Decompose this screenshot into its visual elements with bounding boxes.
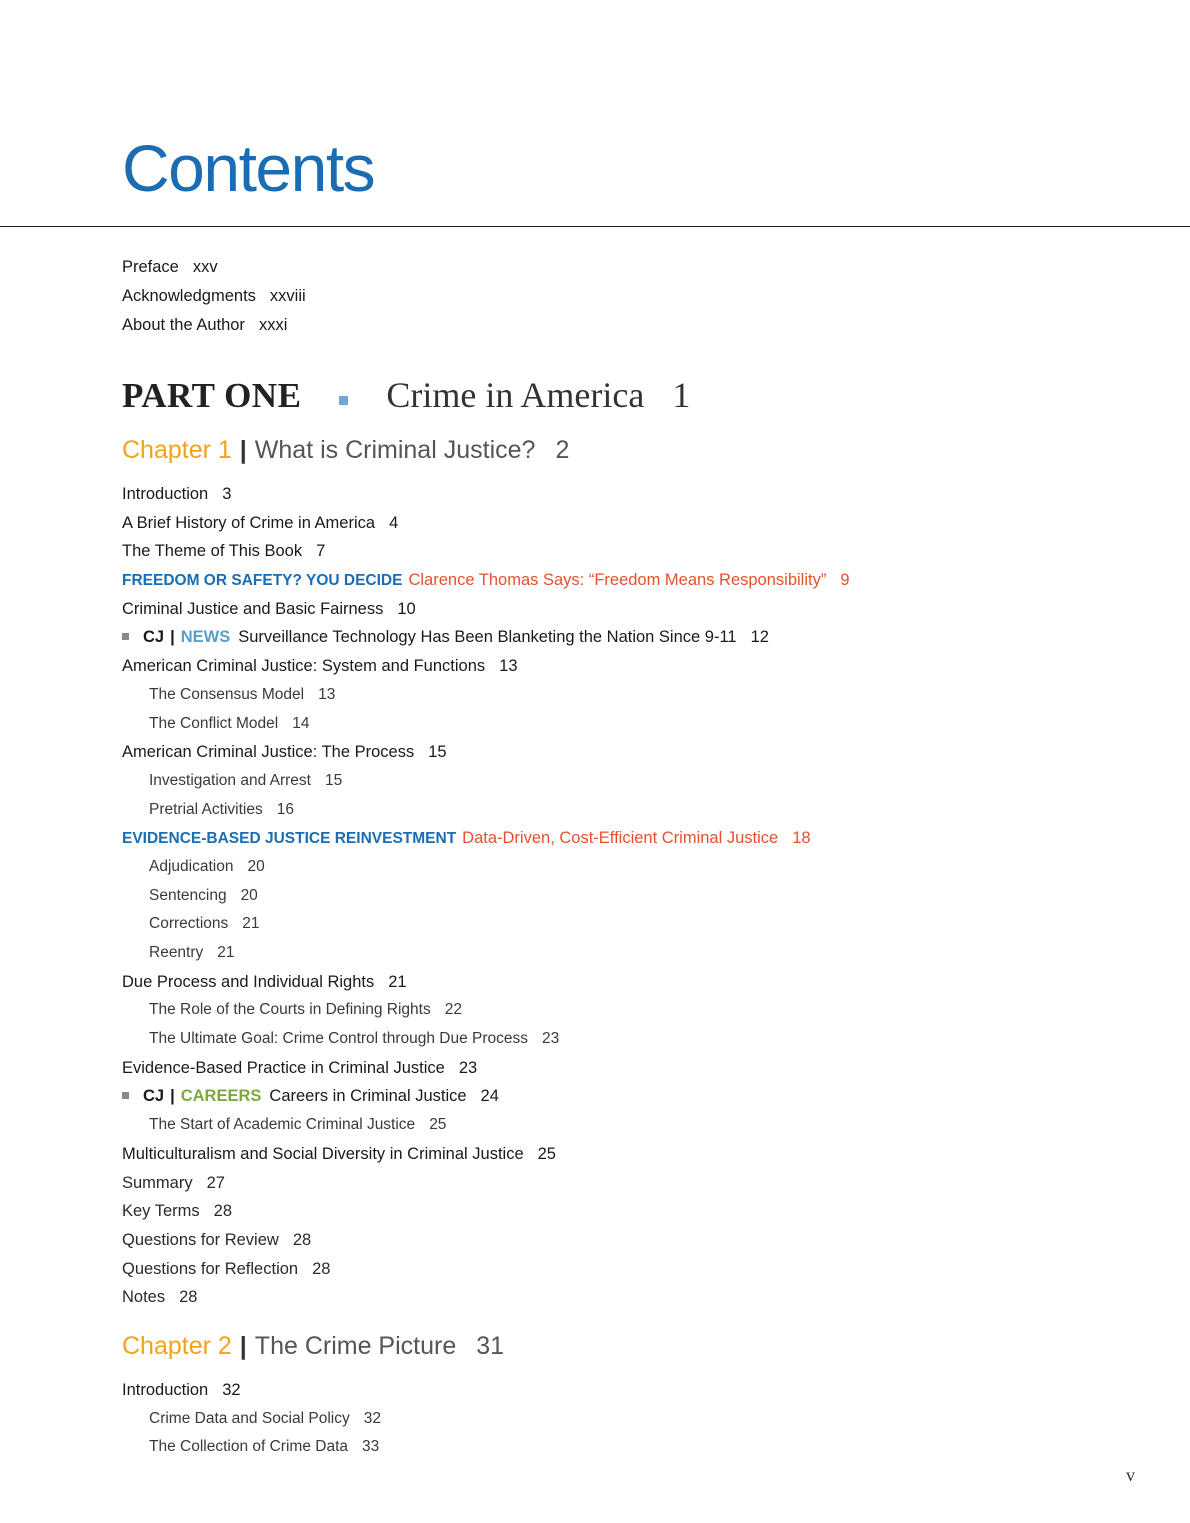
entry-text: Acknowledgments	[122, 287, 256, 305]
entry-page: 24	[480, 1087, 499, 1106]
entry-page: 13	[499, 657, 518, 676]
page-number: v	[1126, 1465, 1135, 1485]
feature-label: FREEDOM OR SAFETY? YOU DECIDE	[122, 572, 403, 590]
cj-tag: NEWS	[180, 628, 231, 647]
chapter-separator: |	[239, 436, 247, 464]
part-page: 1	[672, 375, 691, 415]
chapter-1-heading[interactable]	[122, 432, 569, 468]
toc-entry[interactable]	[122, 853, 850, 882]
cj-separator: |	[170, 1087, 175, 1106]
cj-feature-entry[interactable]	[122, 1082, 850, 1111]
entry-text: The Theme of This Book	[122, 542, 303, 561]
entry-page: 20	[247, 857, 265, 875]
chapter-2-heading[interactable]	[122, 1328, 504, 1364]
entry-text: The Start of Academic Criminal Justice	[149, 1116, 416, 1134]
entry-page: 20	[240, 886, 258, 904]
entry-page: 14	[292, 714, 310, 732]
entry-page: 3	[222, 485, 232, 503]
toc-entry[interactable]	[122, 882, 850, 911]
entry-text: The Ultimate Goal: Crime Control through Due Process	[149, 1030, 529, 1048]
entry-page: 7	[316, 542, 326, 561]
entry-text: Summary	[122, 1173, 193, 1192]
entry-page: 22	[444, 1001, 462, 1019]
toc-entry[interactable]	[122, 710, 850, 739]
toc-entry[interactable]	[122, 537, 850, 566]
toc-entry[interactable]	[122, 509, 850, 538]
cj-label: CJ	[143, 628, 165, 647]
entry-text: Introduction	[122, 1381, 209, 1399]
toc-entry[interactable]	[122, 767, 850, 796]
toc-entry[interactable]	[122, 681, 850, 710]
chapter-label: Chapter 2	[122, 1332, 232, 1360]
toc-entry[interactable]	[122, 595, 850, 624]
toc-entry[interactable]	[122, 1283, 850, 1312]
entry-page: 23	[542, 1030, 560, 1048]
cj-label: CJ	[143, 1087, 165, 1106]
entry-text: Crime Data and Social Policy	[149, 1409, 350, 1427]
entry-page: 25	[429, 1116, 447, 1134]
entry-text: Evidence-Based Practice in Criminal Justice	[122, 1058, 445, 1077]
toc-entry[interactable]	[122, 738, 850, 767]
cj-separator: |	[170, 628, 175, 647]
entry-text: Surveillance Technology Has Been Blanketing the Nation Since 9-11	[238, 628, 737, 647]
entry-page: 28	[292, 1230, 312, 1249]
entry-text: Pretrial Activities	[149, 800, 263, 818]
front-matter-item[interactable]	[122, 311, 306, 340]
feature-label: EVIDENCE-BASED JUSTICE REINVESTMENT	[122, 830, 457, 848]
entry-text: Due Process and Individual Rights	[122, 972, 375, 991]
part-label: PART ONE	[122, 376, 302, 415]
front-matter-item[interactable]	[122, 253, 306, 282]
entry-text: Questions for Reflection	[122, 1259, 299, 1278]
part-title: Crime in America	[386, 375, 645, 415]
entry-page: 33	[362, 1438, 380, 1456]
toc-entry[interactable]	[122, 1255, 850, 1284]
toc-entry[interactable]	[122, 1140, 850, 1169]
entry-page: 13	[318, 685, 336, 703]
entry-page: 27	[206, 1173, 225, 1192]
entry-page: xxxi	[258, 316, 288, 334]
entry-page: 32	[363, 1409, 381, 1427]
square-bullet-icon	[339, 396, 348, 405]
entry-page: 10	[397, 599, 416, 618]
chapter-page: 31	[476, 1332, 505, 1360]
entry-page: 12	[750, 628, 769, 647]
entry-page: 32	[222, 1381, 241, 1399]
feature-title: Data-Driven, Cost-Efficient Criminal Justice	[462, 829, 779, 848]
toc-entry[interactable]	[122, 1226, 850, 1255]
toc-entry[interactable]	[122, 1197, 850, 1226]
entry-page: 15	[428, 743, 447, 762]
entry-page: 16	[276, 800, 294, 818]
toc-entry[interactable]	[122, 1405, 381, 1434]
entry-text: Multiculturalism and Social Diversity in Criminal Justice	[122, 1144, 524, 1163]
heading-rule	[0, 226, 1190, 227]
entry-page: 18	[792, 829, 811, 848]
chapter-title: What is Criminal Justice?	[254, 436, 536, 464]
cj-feature-entry[interactable]	[122, 623, 850, 652]
entry-text: The Collection of Crime Data	[149, 1438, 348, 1456]
entry-page: 28	[312, 1259, 331, 1278]
entry-page: 21	[242, 915, 260, 933]
toc-entry[interactable]	[122, 1025, 850, 1054]
entry-text: Reentry	[149, 944, 204, 961]
entry-text: The Consensus Model	[149, 685, 305, 703]
entry-text: Key Terms	[122, 1202, 200, 1221]
square-bullet-icon	[122, 1092, 129, 1099]
entry-page: 15	[325, 771, 343, 789]
chapter-label: Chapter 1	[122, 436, 232, 464]
entry-text: Criminal Justice and Basic Fairness	[122, 599, 384, 618]
cj-tag: CAREERS	[180, 1087, 262, 1106]
feature-title: Clarence Thomas Says: “Freedom Means Responsibility”	[408, 571, 827, 590]
entry-page: xxv	[192, 258, 218, 276]
entry-text: Sentencing	[149, 886, 227, 904]
entry-text: About the Author	[122, 316, 245, 334]
entry-text: Investigation and Arrest	[149, 771, 311, 789]
chapter-separator: |	[239, 1332, 247, 1360]
square-bullet-icon	[122, 633, 129, 640]
entry-page: 9	[840, 571, 850, 590]
entry-page: 21	[388, 972, 407, 991]
toc-entry[interactable]	[122, 996, 850, 1025]
entry-text: Adjudication	[149, 857, 234, 875]
entry-page: 28	[179, 1288, 198, 1307]
entry-text: The Role of the Courts in Defining Rights	[149, 1001, 431, 1019]
entry-text: Corrections	[149, 915, 229, 933]
entry-text: A Brief History of Crime in America	[122, 513, 376, 532]
entry-text: American Criminal Justice: The Process	[122, 743, 415, 762]
chapter-title: The Crime Picture	[254, 1332, 457, 1360]
entry-text: Questions for Review	[122, 1230, 279, 1249]
feature-entry[interactable]	[122, 824, 850, 853]
toc-entry[interactable]	[122, 796, 850, 825]
entry-text: Notes	[122, 1288, 166, 1307]
entry-text: Careers in Criminal Justice	[269, 1087, 467, 1106]
entry-page: xxviii	[269, 287, 306, 305]
entry-page: 23	[458, 1058, 478, 1077]
toc-entry[interactable]	[122, 480, 850, 509]
toc-entry[interactable]	[122, 1054, 850, 1083]
front-matter-list	[122, 253, 306, 340]
chapter-1-entries	[122, 480, 850, 1312]
chapter-2-entries	[122, 1376, 381, 1462]
toc-entry[interactable]	[122, 939, 850, 968]
toc-entry[interactable]	[122, 1111, 850, 1140]
entry-page: 25	[537, 1144, 556, 1163]
entry-text: The Conflict Model	[149, 714, 279, 732]
part-heading[interactable]	[122, 370, 690, 420]
toc-entry[interactable]	[122, 1376, 381, 1405]
toc-entry[interactable]	[122, 1433, 381, 1462]
entry-page: 28	[213, 1202, 232, 1221]
entry-text: Introduction	[122, 485, 209, 503]
entry-page: 21	[217, 944, 235, 961]
toc-entry[interactable]	[122, 1169, 850, 1198]
feature-entry[interactable]	[122, 566, 850, 595]
toc-entry[interactable]	[122, 968, 850, 997]
toc-entry[interactable]	[122, 652, 850, 681]
chapter-page: 2	[555, 436, 570, 464]
entry-text: Preface	[122, 258, 179, 276]
toc-entry[interactable]	[122, 910, 850, 939]
entry-page: 4	[389, 513, 399, 532]
front-matter-item[interactable]	[122, 282, 306, 311]
entry-text: American Criminal Justice: System and Functions	[122, 657, 486, 676]
page-title: Contents	[122, 131, 375, 205]
